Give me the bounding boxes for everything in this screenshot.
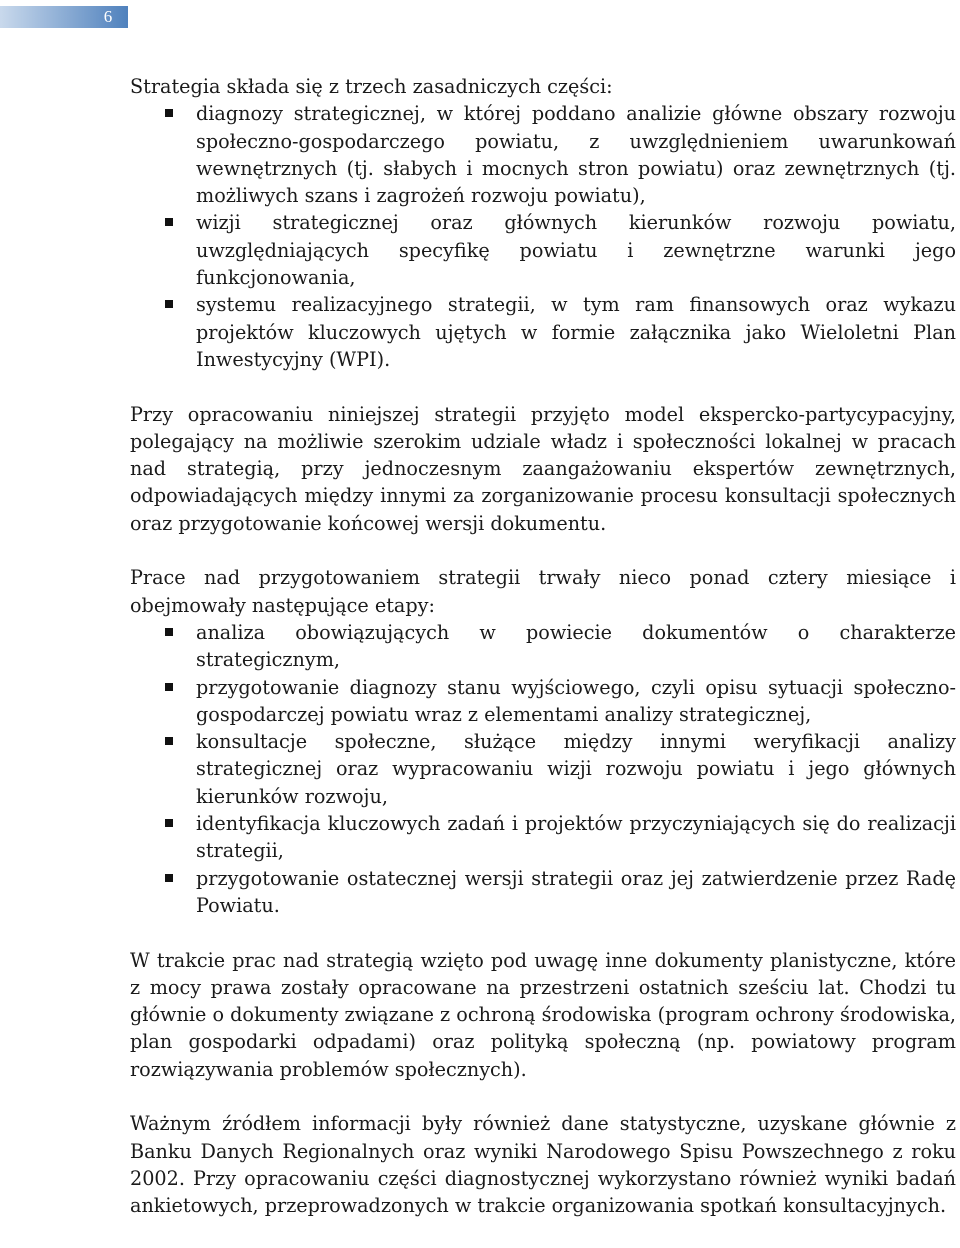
- square-bullet-icon: [165, 218, 173, 226]
- section1-list: [130, 100, 956, 373]
- list-item: [130, 810, 956, 865]
- list-item-text: diagnozy strategicznej, w której poddano analizie główne obszary rozwoju społeczno-gospodarczego powiatu, z uwzględnieniem uwarunkowań wewnętrznych (tj. słabych i mocnych stron powiatu) oraz zewnętrznych (tj. możliwych szans i zagrożeń rozwoju powiatu),: [196, 102, 956, 208]
- square-bullet-icon: [165, 819, 173, 827]
- list-item: [130, 728, 956, 810]
- list-item-text: analiza obowiązujących w powiecie dokumentów o charakterze strategicznym,: [196, 620, 956, 672]
- square-bullet-icon: [165, 300, 173, 308]
- square-bullet-icon: [165, 628, 173, 636]
- list-item-text: wizji strategicznej oraz głównych kierunków rozwoju powiatu, uwzględniających specyfikę powiatu i zewnętrzne warunki jego funkcjonowania,: [196, 211, 956, 290]
- square-bullet-icon: [165, 737, 173, 745]
- list-item: [130, 865, 956, 920]
- square-bullet-icon: [165, 109, 173, 117]
- paragraph-planning-documents: W trakcie prac nad strategią wzięto pod uwagę inne dokumenty planistyczne, które z mocy prawa zostały opracowane na przestrzeni ostatnich sześciu lat. Chodzi tu głównie o dokumenty związane z ochroną środowiska (program ochrony środowiska, plan gospodarki odpadami) oraz polityką społeczną (np. powiatowy program rozwiązywania problemów społecznych).: [130, 948, 956, 1081]
- section3-intro: Prace nad przygotowaniem strategii trwały nieco ponad cztery miesiące i obejmowały następujące etapy:: [130, 566, 956, 617]
- square-bullet-icon: [165, 683, 173, 691]
- paragraph-methodology: Przy opracowaniu niniejszej strategii przyjęto model ekspercko-partycypacyjny, polegający na możliwie szerokim udziale władz i społeczności lokalnej w pracach nad strategią, przy jednoczesnym zaangażowaniu ekspertów zewnętrznych, odpowiadających między innymi za zorganizowanie procesu konsultacji społecznych oraz przygotowanie końcowej wersji dokumentu.: [130, 402, 956, 535]
- document-body: [130, 73, 956, 1219]
- list-item-text: przygotowanie diagnozy stanu wyjściowego, czyli opisu sytuacji społeczno-gospodarczej powiatu wraz z elementami analizy strategicznej,: [196, 675, 956, 726]
- list-item-text: przygotowanie ostatecznej wersji strategii oraz jej zatwierdzenie przez Radę Powiatu.: [196, 866, 956, 917]
- list-item: [130, 209, 956, 291]
- list-item-text: systemu realizacyjnego strategii, w tym ram finansowych oraz wykazu projektów kluczowych ujętych w formie załącznika jako Wieloletni Plan Inwestycyjny (WPI).: [196, 293, 956, 371]
- paragraph-data-sources: Ważnym źródłem informacji były również dane statystyczne, uzyskane głównie z Banku Danych Regionalnych oraz wyniki Narodowego Spisu Powszechnego z roku 2002. Przy opracowaniu części diagnostycznej wykorzystano również wyniki badań ankietowych, przeprowadzonych w trakcie organizowania spotkań konsultacyjnych.: [130, 1112, 956, 1218]
- list-item: [130, 100, 956, 209]
- list-item: [130, 291, 956, 373]
- list-item-text: konsultacje społeczne, służące między innymi weryfikacji analizy strategicznej oraz wypracowaniu wizji rozwoju powiatu i jego głównych kierunków rozwoju,: [196, 730, 956, 808]
- square-bullet-icon: [165, 874, 173, 882]
- list-item: [130, 619, 956, 674]
- section1-intro: Strategia składa się z trzech zasadniczych części:: [130, 75, 613, 98]
- list-item-text: identyfikacja kluczowych zadań i projektów przyczyniających się do realizacji strategii,: [196, 812, 956, 863]
- list-item: [130, 674, 956, 729]
- section3-list: [130, 619, 956, 919]
- page-number: 6: [103, 7, 113, 26]
